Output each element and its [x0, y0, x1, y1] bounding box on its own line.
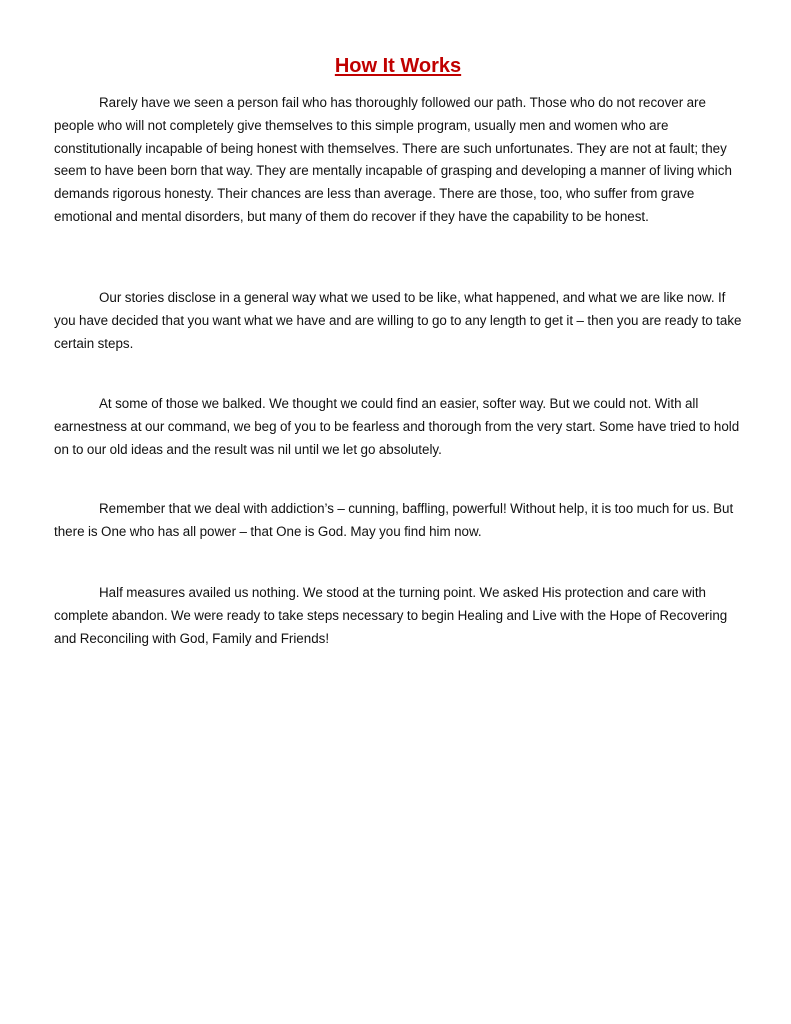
page-title: How It Works	[334, 55, 462, 77]
paragraph-1: Rarely have we seen a person fail who has thoroughly followed our path. Those who do not recover are people who will not completely give themselves to this simple program, usually men and women who are constitutionally incapable of being honest with themselves. There are such unfortunates. They are not at fault; they seem to have been born that way. They are mentally incapable of grasping and developing a manner of living which demands rigorous honesty. Their chances are less than average. There are those, too, who suffer from grave emotional and mental disorders, but many of them do recover if they have the capability to be honest.	[54, 95, 732, 224]
paragraph-3: At some of those we balked. We thought we could find an easier, softer way. But we could not. With all earnestness at our command, we beg of you to be fearless and thorough from the very start. Some have tried to hold on to our old ideas and the result was nil until we let go absolutely.	[54, 396, 740, 457]
paragraph-4: Remember that we deal with addiction’s – cunning, baffling, powerful! Without help, it is too much for us. But there is One who has all power – that One is God. May you find him now.	[54, 501, 734, 539]
paragraph-5: Half measures availed us nothing. We stood at the turning point. We asked His protection and care with complete abandon. We were ready to take steps necessary to begin Healing and Live with the Hope of Recovering and Reconciling with God, Family and Friends!	[54, 585, 728, 646]
paragraph-2: Our stories disclose in a general way what we used to be like, what happened, and what we are like now. If you have decided that you want what we have and are willing to go to any length to get it – then you are ready to take certain steps.	[54, 290, 742, 351]
